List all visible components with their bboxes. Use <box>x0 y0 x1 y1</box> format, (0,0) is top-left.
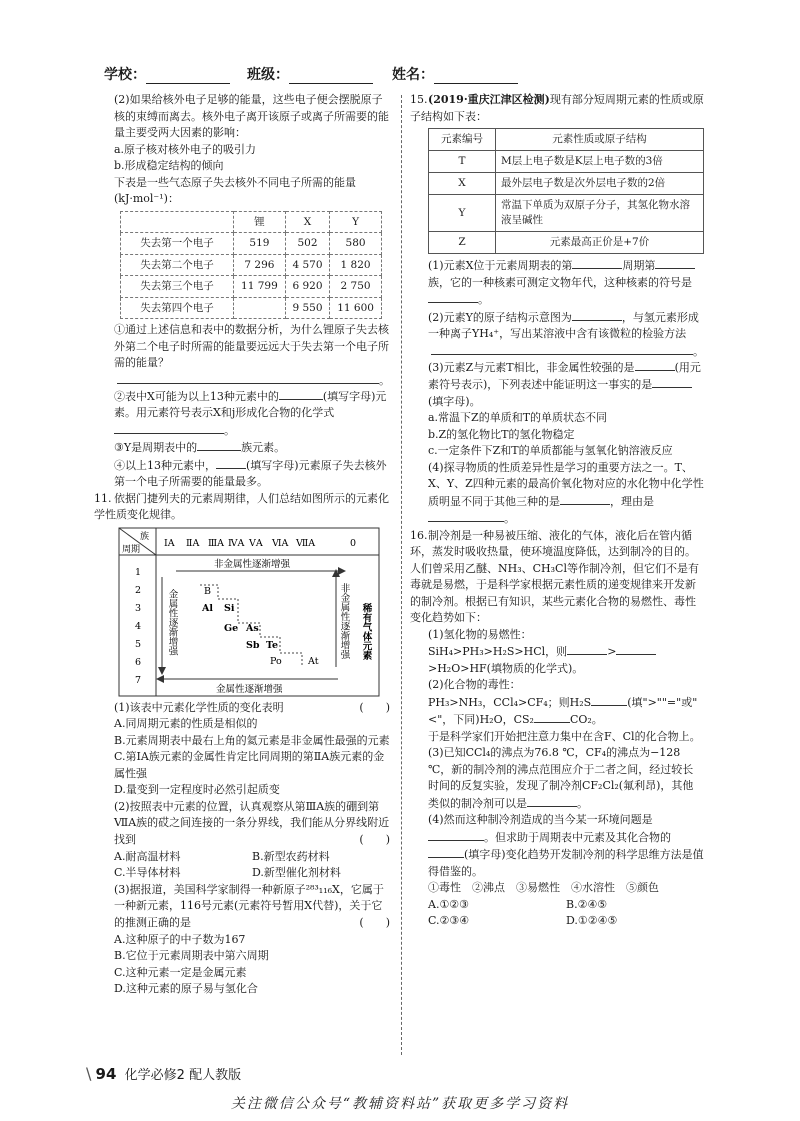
question-text: ①通过上述信息和表中的数据分析，为什么锂原子失去核外第二个电子时所需的能量要远远大于失去第一个电子所需的能量？ <box>114 323 389 369</box>
answer-blank[interactable] <box>591 694 627 706</box>
table-header: Y <box>330 211 382 233</box>
left-column <box>94 92 390 998</box>
option: C.这种元素一定是金属元素 <box>114 965 247 979</box>
table-cell: X <box>429 173 496 195</box>
question-text: (2)化合物的毒性： <box>428 678 521 691</box>
group-label: ⅦA <box>296 537 316 549</box>
option: D.这种元素的原子易与氢化合 <box>114 982 258 995</box>
answer-blank[interactable] <box>428 510 504 522</box>
table-cell: Y <box>429 195 496 232</box>
option-list: ①毒性 ②沸点 ③易燃性 ④水溶性 ⑤颜色 <box>428 881 659 894</box>
answer-blank[interactable] <box>279 388 323 400</box>
bottom-note: 关注微信公众号“教辅资料站”获取更多学习资料 <box>230 1096 570 1112</box>
answer-blank[interactable] <box>527 795 577 807</box>
answer-blank[interactable] <box>572 257 622 269</box>
question-text: 11. 依据门捷列夫的元素周期律，人们总结如图所示的元素化学性质变化规律。 <box>94 491 389 521</box>
group-label: 0 <box>350 537 357 549</box>
answer-line[interactable]: 。 <box>428 343 704 359</box>
table-header: 元素编号 <box>429 129 496 151</box>
bottom-arrow-label: 金属性逐渐增强 <box>216 683 283 695</box>
question-text: (3)已知CCl₄的沸点为76.8 ℃，CF₄的沸点为−128 ℃，新的制冷剂的沸点范围应介于二者之间，经过较长时间的反复实验，发现了制冷剂CF₂Cl₂(氟利昂)，其他类似的制冷剂可以是 。 <box>428 746 694 810</box>
table-cell: 9 550 <box>285 297 329 319</box>
question-text: 15.(2019·重庆江津区检测)现有部分短周期元素的性质或原子结构如下表： <box>410 93 704 123</box>
ionization-table <box>120 211 382 320</box>
right-vertical-label: 非金属性逐渐增强 <box>338 582 350 659</box>
element-symbol: Ge <box>224 622 239 634</box>
group-label: ⅤA <box>249 537 263 549</box>
answer-blank[interactable] <box>560 493 610 505</box>
noble-gas-label: 稀有气体元素 <box>360 602 372 660</box>
element-symbol: As <box>246 622 259 634</box>
table-cell <box>234 297 286 319</box>
option: B.它位于元素周期表中第六周期 <box>114 949 269 962</box>
page-number: 94 <box>95 1065 117 1083</box>
group-label: ⅥA <box>272 537 289 549</box>
element-symbol: B <box>204 585 211 597</box>
period-label: 2 <box>135 584 142 596</box>
option-row: C.②③④ D.①②④⑤ <box>428 914 618 927</box>
period-label: 4 <box>135 620 142 632</box>
question-text: 于是科学家们开始把注意力集中在含F、Cl的化合物上。 <box>428 729 701 743</box>
period-label: 6 <box>135 656 142 668</box>
table-cell: M层上电子数是K层上电子数的3倍 <box>496 151 704 173</box>
element-symbol: Sb <box>246 639 260 651</box>
question-text: (2)按照表中元素的位置，认真观察从第ⅢA族的硼到第ⅦA族的砹之间连接的一条分界线，我们能从分界线附近找到 <box>114 799 390 846</box>
table-cell: 2 750 <box>330 276 382 298</box>
period-label: 1 <box>135 566 142 578</box>
left-vertical-label: 金属性逐渐增强 <box>166 588 178 655</box>
left-text: a.原子核对核外电子的吸引力 <box>114 142 257 156</box>
column-divider <box>401 95 402 1055</box>
top-arrow-label: 非金属性逐渐增强 <box>214 558 291 570</box>
option-row: A.耐高温材料 B.新型农药材料 <box>114 849 330 863</box>
option: c.一定条件下Z和T的单质都能与氢氧化钠溶液反应 <box>428 444 673 457</box>
option: B.元素周期表中最右上角的氦元素是非金属性最强的元素 <box>114 733 390 747</box>
table-cell: 7 296 <box>234 254 286 276</box>
period-label: 7 <box>135 674 142 686</box>
table-cell: 元素最高正价是+7价 <box>496 232 704 254</box>
school-field: 学校： <box>104 64 230 84</box>
question-text: (1)该表中元素化学性质的变化表明 ( ) <box>114 700 390 717</box>
group-label: ⅢA <box>208 537 225 549</box>
table-cell: 失去第四个电子 <box>121 297 234 319</box>
question-text: 16.制冷剂是一种易被压缩、液化的气体，液化后在管内循环，蒸发时吸收热量，使环境温度降低，达到制冷的目的。人们曾采用乙醚、NH₃、CH₃Cl等作制冷剂，但它们不是有毒就是易燃，于是科学家根据元素性质的递变规律来开发新的制冷剂。根据已有知识，某些元素化合物的易燃性、毒性变化趋势如下： <box>410 528 699 624</box>
question-text: (1)元素X位于元素周期表的第 周期第族，它的一种核素可测定文物年代，这种核素的符号是。 <box>428 257 704 309</box>
element-table <box>428 128 704 254</box>
table-cell: 519 <box>234 233 286 255</box>
left-text: b.形成稳定结构的倾向 <box>114 159 224 172</box>
table-header: 锂 <box>234 211 286 233</box>
answer-blank[interactable] <box>616 643 656 655</box>
question-text: (3)据报道，美国科学家制得一种新原子²⁸³₁₁₆X，它属于一种新元素，116号元素(元素符号暂用X代替)，关于它的推测正确的是 <box>114 882 384 929</box>
option: C.第ⅠA族元素的金属性肯定比同周期的第ⅡA族元素的金属性强 <box>114 750 385 780</box>
group-label: ⅣA <box>228 537 245 549</box>
question-text: (1)氢化物的易燃性： <box>428 627 532 641</box>
element-symbol: At <box>308 655 319 667</box>
answer-blank[interactable] <box>114 422 224 434</box>
answer-blank[interactable] <box>572 309 622 321</box>
periodic-diagram <box>118 527 380 697</box>
answer-blank[interactable] <box>197 439 241 451</box>
element-symbol: Al <box>202 602 213 614</box>
option: A.同周期元素的性质是相似的 <box>114 717 258 730</box>
question-text: ②表中X可能为以上13种元素中的 (填写字母)元素。用元素符号表示X和j形成化合物的化学式。 <box>114 389 387 437</box>
answer-paren[interactable]: ( ) <box>359 833 390 846</box>
question-text: SiH₄>PH₃>H₂S>HCl，则 >>H₂O>HF(填物质的化学式)。 <box>428 643 704 677</box>
right-column <box>410 92 704 930</box>
question-text: (2)元素Y的原子结构示意图为 ，与氢元素形成一种离子YH₄⁺，写出某溶液中含有该微粒的检验方法 <box>428 310 699 340</box>
question-text: ④以上13种元素中， (填写字母)元素原子失去核外第一个电子所需要的能量最多。 <box>114 458 387 488</box>
table-cell: T <box>429 151 496 173</box>
answer-blank[interactable] <box>428 846 464 858</box>
table-cell: 580 <box>330 233 382 255</box>
answer-blank[interactable] <box>635 359 675 371</box>
answer-blank[interactable] <box>428 291 478 303</box>
option: b.Z的氢化物比T的氢化物稳定 <box>428 427 575 441</box>
table-header <box>121 211 234 233</box>
question-text: ③Y是周期表中的 族元素。 <box>114 441 286 454</box>
table-cell: 6 920 <box>285 276 329 298</box>
table-cell: 失去第二个电子 <box>121 254 234 276</box>
answer-paren[interactable]: ( ) <box>359 916 390 929</box>
option-row: C.半导体材料 D.新型催化剂材料 <box>114 866 341 879</box>
element-symbol: Po <box>270 655 282 667</box>
table-cell: 1 820 <box>330 254 382 276</box>
option-row: A.①②③ B.②④⑤ <box>428 897 608 911</box>
group-label: ⅡA <box>186 537 200 549</box>
answer-blank[interactable] <box>216 457 246 469</box>
answer-paren[interactable]: ( ) <box>359 700 390 714</box>
book-title: 化学必修2 配人教版 <box>124 1068 242 1083</box>
question-text: (3)元素Z与元素T相比，非金属性较强的是 (用元素符号表示)，下列表述中能证明这一事实的是(填字母)。 <box>428 360 701 408</box>
group-label: ⅠA <box>164 537 175 549</box>
class-field: 班级： <box>247 64 373 84</box>
answer-line[interactable]: 。 <box>114 372 390 388</box>
table-cell: 11 600 <box>330 297 382 319</box>
table-cell: 常温下单质为双原子分子，其氢化物水溶液呈碱性 <box>496 195 704 232</box>
table-header: 元素性质或原子结构 <box>496 129 704 151</box>
element-symbol: Te <box>266 639 279 651</box>
name-field: 姓名： <box>392 64 518 84</box>
answer-blank[interactable] <box>655 257 695 269</box>
table-cell: 失去第一个电子 <box>121 233 234 255</box>
answer-blank[interactable] <box>652 376 692 388</box>
period-label: 5 <box>135 638 142 650</box>
option: A.这种原子的中子数为167 <box>114 932 246 946</box>
left-text: 下表是一些气态原子失去核外不同电子所需的能量(kJ·mol⁻¹)： <box>114 175 356 205</box>
table-cell: 失去第三个电子 <box>121 276 234 298</box>
table-cell: Z <box>429 232 496 254</box>
answer-blank[interactable] <box>428 829 484 841</box>
period-label: 3 <box>135 602 142 614</box>
question-text: (4)探寻物质的性质差异性是学习的重要方法之一。T、X、Y、Z四种元素的最高价氧化物对应的水化物中化学性质明显不同于其他三种的是 ，理由是。 <box>428 460 704 525</box>
question-text: PH₃>NH₃，CCl₄>CF₄；则H₂S (填">""="或"<"，下同)H₂O，CS₂ CO₂。 <box>428 695 698 726</box>
answer-blank[interactable] <box>534 711 570 723</box>
corner-group-label: 族 <box>140 531 150 542</box>
option: a.常温下Z的单质和T的单质状态不同 <box>428 411 608 424</box>
table-cell: 4 570 <box>285 254 329 276</box>
table-cell: 最外层电子数是次外层电子数的2倍 <box>496 173 704 195</box>
page-footer: \ 94 化学必修2 配人教版 <box>86 1064 242 1083</box>
table-cell: 502 <box>285 233 329 255</box>
table-header: X <box>285 211 329 233</box>
left-text: (2)如果给核外电子足够的能量，这些电子便会摆脱原子核的束缚而离去。核外电子离开该原子或离子所需要的能量主要受两大因素的影响： <box>114 93 389 139</box>
table-cell: 11 799 <box>234 276 286 298</box>
answer-blank[interactable] <box>567 643 607 655</box>
question-text: (4)然而这种制冷剂造成的当今某一环境问题是。但求助于周期表中元素及其化合物的(填字母)变化趋势开发制冷剂的科学思维方法是值得借鉴的。 <box>428 813 704 878</box>
corner-period-label: 周期 <box>122 544 141 555</box>
option: D.量变到一定程度时必然引起质变 <box>114 783 280 796</box>
element-symbol: Si <box>224 602 235 614</box>
